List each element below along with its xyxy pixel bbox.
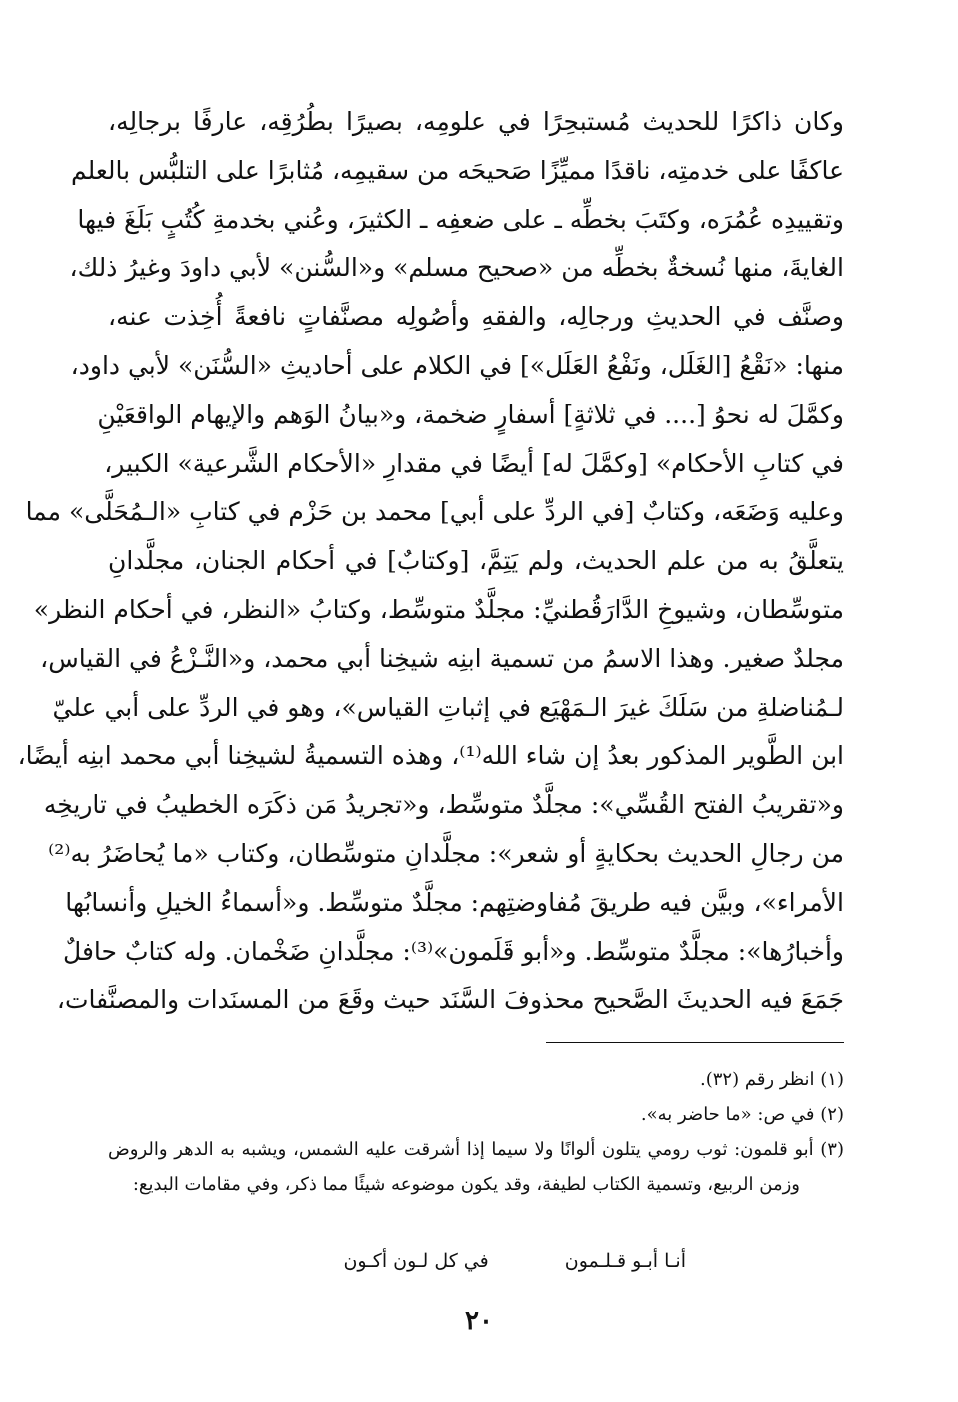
footnote-1: (١) انظر رقم (٣٢). [700,1069,844,1090]
body-line: جَمَعَ فيه الحديثَ الصَّحيح محذوفَ السَّنَد حيث وقَعَ من المسنَدات والمصنَّفات، [56,985,844,1015]
page-number: ٢٠ [465,1306,493,1336]
body-line: في كتابِ الأحكام» [وكمَّلَ له] أيضًا في مقدارِ «الأحكام الشَّرعية» الكبير، [104,448,844,478]
body-line: مجلدٌ صغير. وهذا الاسمُ من تسمية ابنِه شيخِنا أبي محمد، و«النَّـزْعُ في القياس، [40,643,844,673]
body-line: ابن الطَّوير المذكور بعدُ إن شاء الله⁽¹⁾، وهذه التسميةُ لشيخِنا أبي محمد ابنِه أيضًا، [17,741,844,771]
body-line: يتعلَّقُ به من علم الحديث، ولم يَتِمَّ، [وكتابٌ] في أحكام الجنان، مجلَّدانِ [108,546,844,576]
body-line: الأمراء»، وبيَّن فيه طريقَ مُفاوضتِهم: مجلَّدٌ متوسِّط. و«أسماءُ الخيلِ وأنسابُها [65,887,844,917]
body-line: لـمُناضلةِ من سَلَكَ غيرَ الـمَهْيَع في إثباتِ القياس»، وهو في الردِّ على أبي عليّ [52,692,844,722]
body-line: من رجالِ الحديث بحكايةٍ أو شعر»: مجلَّدانِ متوسِّطان، وكتاب «ما يُحاضَرُ به⁽²⁾ [48,838,844,868]
body-line: وصنَّف في الحديثِ ورجالِه، والفقهِ وأصُولِه مصنَّفاتٍ نافعةً أُخِذت عنه، [108,302,844,332]
verse [343,1245,686,1277]
footnote-divider [546,1042,844,1043]
body-line: وعليه وَضَعَه، وكتابٌ [في الردِّ على أبي] محمد بن حَزْم في كتابِ «الـمُحَلَّى» مما [25,497,844,527]
footnotes [108,1062,844,1202]
body-line: وتقييدِه عُمُرَه، وكتَبَ بخطِّه ـ على ضعفِه ـ الكثيرَ، وعُني بخدمةِ كُتُبٍ بَلَغَ فيها [77,204,844,234]
footnote-3: (٣) أبو قلمون: ثوب رومي يتلون ألوانًا ولا سيما إذا أشرقت عليه الشمس، ويشبه به الدهر والروض [108,1139,844,1160]
body-line: وأخبارُها»: مجلَّدٌ متوسِّط. و«أبو قَلَمون»⁽³⁾: مجلَّدانِ ضَخْمان. وله كتابٌ حافلٌ [63,936,844,966]
body-line: وكمَّلَ له نحوُ [.... في ثلاثةٍ] أسفارٍ ضخمة، و«بيانُ الوَهم والإيهام الواقعَيْنِ [97,399,844,429]
body-line: و«تقريبُ الفتح القُسِّي»: مجلَّدٌ متوسِّط، و«تجريدُ مَن ذكَرَه الخطيبُ في تاريخِه [43,790,844,820]
verse-hemistich-1: أنـا أبـو قـلـمون [564,1250,686,1272]
body-line: الغايةَ، منها نُسخةٌ بخطِّه من «صحيح مسلم» و«السُّنن» لأبي داودَ وغيرُ ذلك، [69,253,844,283]
body-line: عاكفًا على خدمتِه، ناقدًا مميِّزًا صَحيحَه من سقيمِه، مُثابرًا على التلبُّس بالعلم [70,155,844,185]
main-text [17,98,844,1025]
footnote-3-continued: وزمن الربيع، وتسمية الكتاب لطيفة، وقد يكون موضوعه شيئًا مما ذكر، وفي مقامات البديع: [132,1174,800,1195]
body-line: وكان ذاكرًا للحديث مُستبحِرًا في علومِه، بصيرًا بطُرُقِه، عارفًا برجالِه، [108,107,844,136]
body-line: متوسِّطان، وشيوخِ الدَّارَقُطنيِّ: مجلَّدٌ متوسِّط، وكتابُ «النظر، في أحكام النظر» [33,594,844,624]
verse-hemistich-2: في كل لـون أكـون [343,1250,489,1272]
footnote-2: (٢) في ص: «ما حاضر به». [640,1104,844,1125]
body-line: منها: «نَقْعُ [الغَلَل، ونَفْعُ العَلَل»] في الكلام على أحاديثِ «السُّنَن» لأبي داود، [70,350,844,380]
